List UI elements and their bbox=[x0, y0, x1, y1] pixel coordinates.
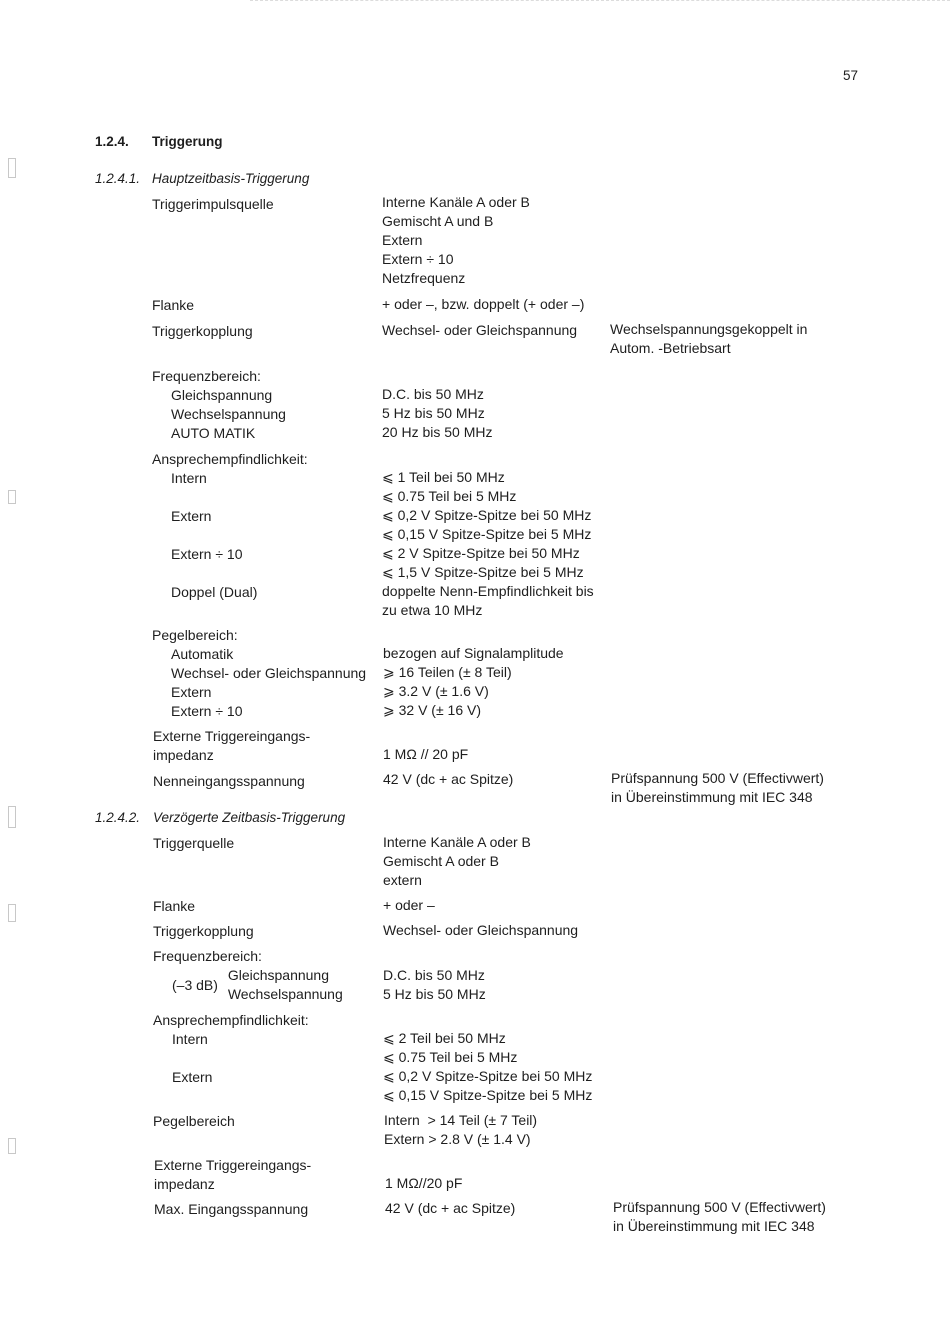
slope-value: + oder –, bzw. doppelt (+ oder –) bbox=[382, 296, 585, 312]
sensitivity-label: Ansprechempfindlichkeit: bbox=[152, 451, 308, 467]
value-line: Extern bbox=[382, 232, 423, 248]
slope-label: Flanke bbox=[152, 297, 195, 313]
binding-hole-mark bbox=[8, 490, 16, 504]
sensitivity-extern-label: Extern bbox=[172, 1069, 213, 1085]
value-line: Extern ÷ 10 bbox=[382, 251, 454, 267]
max-input-voltage-label: Max. Eingangsspannung bbox=[154, 1201, 309, 1217]
value-line: ⩾ 3.2 V (± 1.6 V) bbox=[383, 683, 489, 699]
nominal-voltage-value: 42 V (dc + ac Spitze) bbox=[383, 771, 514, 787]
item-line: Wechselspannung bbox=[227, 986, 343, 1002]
value-line: ⩽ 0.75 Teil bei 5 MHz bbox=[383, 1049, 518, 1065]
value-line: Gemischt A und B bbox=[382, 213, 494, 229]
value-line: ⩽ 0,2 V Spitze-Spitze bei 50 MHz bbox=[383, 1068, 593, 1084]
frequency-range-group bbox=[172, 966, 343, 1004]
sensitivity-label: Ansprechempfindlichkeit: bbox=[153, 1012, 309, 1028]
item-line: Wechsel- oder Gleichspannung bbox=[171, 665, 367, 681]
scan-edge-line bbox=[250, 0, 950, 2]
frequency-range-prefix: (–3 dB) bbox=[172, 976, 218, 993]
level-range-label: Pegelbereich bbox=[153, 1113, 235, 1129]
impedance-value: 1 MΩ//20 pF bbox=[385, 1175, 463, 1191]
sensitivity-dual-label: Doppel (Dual) bbox=[171, 584, 258, 600]
subsection-title: Hauptzeitbasis-Triggerung bbox=[152, 171, 310, 186]
impedance-label bbox=[153, 727, 310, 765]
binding-hole-mark bbox=[8, 158, 16, 178]
sensitivity-intern-label: Intern bbox=[171, 470, 207, 486]
subsection-number: 1.2.4.2. bbox=[95, 810, 141, 825]
max-input-voltage-note bbox=[613, 1198, 826, 1236]
coupling-value: Wechsel- oder Gleichspannung bbox=[382, 322, 578, 338]
frequency-range-items bbox=[228, 966, 343, 1004]
nominal-voltage-note bbox=[611, 769, 824, 807]
coupling-value: Wechsel- oder Gleichspannung bbox=[383, 922, 579, 938]
note-line: Prüfspannung 500 V (Effectivwert) bbox=[611, 770, 824, 786]
value-line: Intern > 14 Teil (± 7 Teil) bbox=[384, 1112, 538, 1128]
value-line: ⩽ 2 Teil bei 50 MHz bbox=[383, 1030, 506, 1046]
impedance-label bbox=[154, 1156, 311, 1194]
level-range-label: Pegelbereich: bbox=[152, 627, 238, 643]
value-line: ⩽ 0,2 V Spitze-Spitze bei 50 MHz bbox=[382, 507, 592, 523]
value-line: extern bbox=[383, 872, 422, 888]
value-line: ⩽ 0.75 Teil bei 5 MHz bbox=[382, 488, 517, 504]
value-line: ⩽ 0,15 V Spitze-Spitze bei 5 MHz bbox=[383, 1087, 593, 1103]
frequency-range-values bbox=[382, 385, 492, 442]
section-title: Triggerung bbox=[152, 134, 223, 149]
sensitivity-values bbox=[383, 1029, 592, 1105]
label-line: impedanz bbox=[154, 1176, 215, 1192]
value-line: 5 Hz bis 50 MHz bbox=[382, 405, 485, 421]
level-range-values bbox=[384, 1111, 537, 1149]
value-line: doppelte Nenn-Empfindlichkeit bis bbox=[382, 583, 594, 599]
note-line: Autom. -Betriebsart bbox=[610, 340, 731, 356]
coupling-label: Triggerkopplung bbox=[153, 923, 254, 939]
trigger-source-values bbox=[382, 193, 530, 288]
value-line: ⩾ 32 V (± 16 V) bbox=[383, 702, 482, 718]
binding-hole-mark bbox=[8, 904, 16, 922]
label-line: Externe Triggereingangs- bbox=[154, 1157, 312, 1173]
binding-hole-mark bbox=[8, 1138, 16, 1154]
value-line: 20 Hz bis 50 MHz bbox=[382, 424, 493, 440]
label-line: impedanz bbox=[153, 747, 214, 763]
coupling-note bbox=[610, 320, 807, 358]
trigger-source-values bbox=[383, 833, 531, 890]
level-range-values bbox=[383, 644, 564, 720]
value-line: zu etwa 10 MHz bbox=[382, 602, 483, 618]
value-line: Interne Kanäle A oder B bbox=[382, 194, 530, 210]
sensitivity-intern-label: Intern bbox=[172, 1031, 208, 1047]
level-range-items bbox=[171, 645, 366, 721]
item-line: Gleichspannung bbox=[227, 967, 329, 983]
page-number: 57 bbox=[843, 68, 859, 83]
value-line: ⩽ 1 Teil bei 50 MHz bbox=[382, 469, 505, 485]
frequency-range-values bbox=[383, 966, 486, 1004]
binding-hole-mark bbox=[8, 806, 16, 828]
value-line: Gemischt A oder B bbox=[383, 853, 499, 869]
item-line: Automatik bbox=[171, 646, 234, 662]
frequency-range-label: Frequenzbereich: bbox=[152, 368, 261, 384]
slope-label: Flanke bbox=[153, 898, 196, 914]
sensitivity-values bbox=[382, 468, 594, 620]
slope-value: + oder – bbox=[383, 897, 435, 913]
trigger-source-label: Triggerquelle bbox=[153, 835, 235, 851]
value-line: ⩾ 16 Teilen (± 8 Teil) bbox=[383, 664, 512, 680]
item-line: Gleichspannung bbox=[171, 387, 273, 403]
value-line: Netzfrequenz bbox=[382, 270, 466, 286]
trigger-source-label: Triggerimpulsquelle bbox=[152, 196, 274, 212]
sensitivity-extern10-label: Extern ÷ 10 bbox=[171, 546, 243, 562]
binding-margin bbox=[0, 0, 34, 1336]
note-line: Prüfspannung 500 V (Effectivwert) bbox=[613, 1199, 826, 1215]
value-line: 5 Hz bis 50 MHz bbox=[383, 986, 486, 1002]
frequency-range-label: Frequenzbereich: bbox=[153, 948, 262, 964]
item-line: Extern bbox=[171, 684, 212, 700]
note-line: in Übereinstimmung mit IEC 348 bbox=[613, 1218, 815, 1234]
note-line: in Übereinstimmung mit IEC 348 bbox=[611, 789, 813, 805]
frequency-range-items bbox=[171, 386, 286, 443]
value-line: ⩽ 0,15 V Spitze-Spitze bei 5 MHz bbox=[382, 526, 592, 542]
value-line: bezogen auf Signalamplitude bbox=[383, 645, 564, 661]
max-input-voltage-value: 42 V (dc + ac Spitze) bbox=[385, 1200, 516, 1216]
value-line: ⩽ 2 V Spitze-Spitze bei 50 MHz bbox=[382, 545, 580, 561]
label-line: Externe Triggereingangs- bbox=[153, 728, 311, 744]
note-line: Wechselspannungsgekoppelt in bbox=[610, 321, 808, 337]
value-line: D.C. bis 50 MHz bbox=[382, 386, 484, 402]
item-line: Extern ÷ 10 bbox=[171, 703, 243, 719]
coupling-label: Triggerkopplung bbox=[152, 323, 253, 339]
item-line: AUTO MATIK bbox=[171, 425, 256, 441]
value-line: ⩽ 1,5 V Spitze-Spitze bei 5 MHz bbox=[382, 564, 584, 580]
value-line: D.C. bis 50 MHz bbox=[383, 967, 485, 983]
impedance-value: 1 MΩ // 20 pF bbox=[383, 746, 469, 762]
item-line: Wechselspannung bbox=[171, 406, 286, 422]
value-line: Extern > 2.8 V (± 1.4 V) bbox=[384, 1131, 531, 1147]
sensitivity-extern-label: Extern bbox=[171, 508, 212, 524]
nominal-voltage-label: Nenneingangsspannung bbox=[153, 773, 305, 789]
section-number: 1.2.4. bbox=[95, 134, 129, 149]
subsection-title: Verzögerte Zeitbasis-Triggerung bbox=[153, 810, 346, 825]
subsection-number: 1.2.4.1. bbox=[95, 171, 141, 186]
value-line: Interne Kanäle A oder B bbox=[383, 834, 531, 850]
